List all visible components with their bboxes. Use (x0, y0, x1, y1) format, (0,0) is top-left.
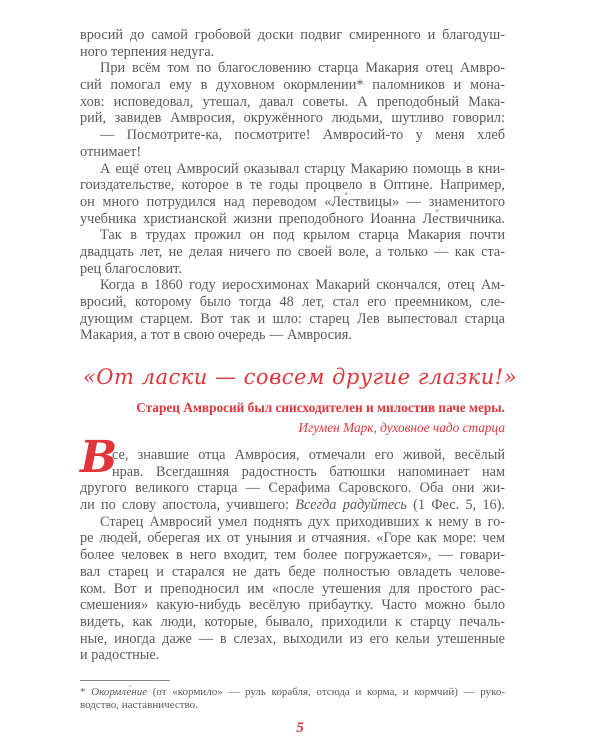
body-text-top (80, 27, 505, 344)
text-line: ного терпения недуга. (80, 43, 215, 60)
text-line: ные, иногда даже — в слезах, выходили из его кельи утешенные (80, 630, 505, 647)
text-line: гоиздательстве, которое в те годы процвело в Оптине. Например, (80, 177, 505, 194)
text-line: нрав. Всегдашняя радостность батюшки напоминает нам (112, 463, 505, 480)
text-line: При всём том по благословению старца Макария отец Амвро- (100, 60, 505, 77)
text-line: водство, наставничество. (80, 698, 198, 711)
text-line: другого великого старца — Серафима Саровского. Оба они жи- (80, 480, 505, 497)
text-line: рец благословит. (80, 260, 182, 277)
text-line: смешения» какую-нибудь весёлую прибаутку. Часто можно было (80, 597, 505, 614)
text-line (80, 686, 505, 699)
epigraph-author: Игумен Марк, духовное чадо старца (298, 420, 505, 435)
text-line: двадцать лет, не делая ничего по своей воле, а только — как ста- (80, 243, 505, 260)
text-segment: (от «кормило» — руль корабля, отсюда и корма, и кормчий) — руко- (147, 686, 505, 698)
text-line: сий помогал ему в духовном окормлении* паломников и мона- (80, 77, 505, 94)
text-line: А ещё отец Амвросий оказывал старцу Макарию помощь в кни- (100, 160, 505, 177)
body-text-bottom (80, 447, 505, 664)
text-line: учебника христианской жизни преподобного Иоанна Ле́ствичника. (80, 210, 505, 227)
text-line: вал старец и старался не дать беде полностью овладеть челове- (80, 563, 505, 580)
text-line: вросий до самой гробовой доски подвиг смиренного и благодуш- (80, 27, 505, 43)
text-segment: * (80, 686, 92, 698)
text-line: он много потрудился над переводом «Ле́ствицы» — знаменитого (80, 193, 505, 210)
text-line: дующим старцем. Вот так и шло: старец Лев выпестовал старца (80, 310, 505, 327)
text-line: Макария, а тот в свою очередь — Амвросия. (80, 327, 352, 344)
text-line: Когда в 1860 году иеросхимонах Макарий скончался, отец Ам- (100, 277, 505, 294)
footnote-divider (80, 680, 170, 681)
text-line: более человек в него входит, тем более погружается», — говари- (80, 547, 505, 564)
text-line: — Посмотрите-ка, посмотрите! Амвросий-то у меня хлеб (100, 127, 505, 144)
text-segment: (1 Фес. 5, 16). (406, 497, 506, 514)
page-number: 5 (296, 720, 304, 736)
text-line (80, 497, 505, 514)
epigraph-quote: Старец Амвросий был снисходителен и милостив паче меры. (136, 400, 505, 415)
footnote (80, 686, 505, 711)
text-line: отнимает! (80, 143, 142, 160)
text-line: хов: исповедовал, утешал, давал советы. А преподобный Мака- (80, 93, 505, 110)
text-line: вросий, которому было тогда 48 лет, стал его преемником, сле- (80, 294, 505, 310)
text-line: рий, завидев Амвросия, окружённого людьми, шутливо говорил: (80, 110, 505, 127)
text-line: се, знавшие отца Амвросия, отмечали его живой, весёлый (112, 447, 505, 463)
drop-cap: В (80, 432, 118, 483)
italic-text: Всегда радуйтесь (295, 497, 407, 514)
text-line: ком. Вот и преподносил им «после утешения для простого рас- (80, 580, 505, 597)
section-title: «От ласки — совсем другие глазки!» (82, 365, 518, 389)
text-segment: ли по слову апостола, учившего: (80, 497, 296, 514)
italic-text: Окормле́ние (91, 686, 148, 698)
text-line: видеть, как люди, которые, бывало, приходили к старцу печаль- (80, 613, 505, 630)
text-line: и радостные. (80, 647, 160, 664)
text-line: Старец Амвросий умел поднять дух приходивших к нему в го- (100, 513, 505, 530)
text-line: ре людей, оберегая их от уныния и отчаяния. «Горе как море: чем (80, 530, 505, 547)
epigraph (80, 398, 505, 438)
text-line: Так в трудах прожил он под крылом старца Макария почти (100, 227, 505, 244)
